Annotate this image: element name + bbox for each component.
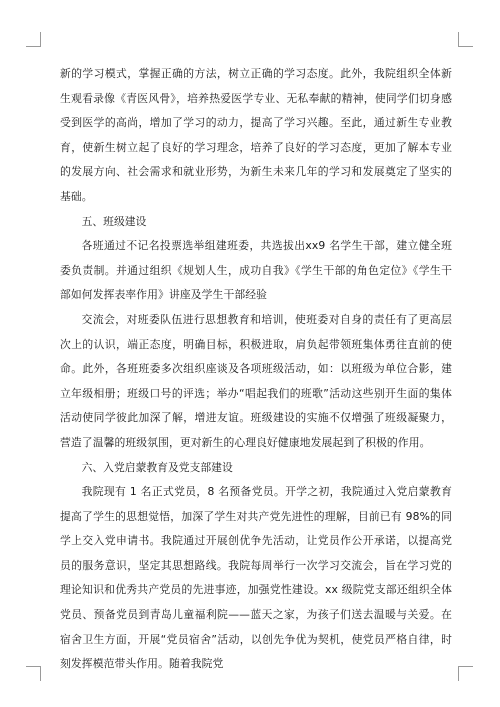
crop-mark-top-left	[26, 32, 41, 47]
section-heading-class-building: 五、班级建设	[81, 214, 147, 228]
crop-mark-top-right	[458, 32, 473, 47]
document-body	[60, 62, 452, 677]
paragraph-class-activities: 交流会，对班委队伍进行思想教育和培训，使班委对自身的责任有了更高层次上的认识，端正态度，明确目标，积极进取，肩负起带领班集体勇往直前的使命。此外，各班班委多次组织座谈及各项班级活动，如：以班级为单位合影，建立年级相册；班级口号的评选；举办“唱起我们的班歌”活动这些别开生面的集体活动使同学彼此加深了解，增进友谊。班级建设的实施不仅增强了班级凝聚力，营造了温馨的班级氛围，更对新生的心理良好健康地发展起到了积极的作用。	[60, 312, 452, 449]
paragraph-party-members: 我院现有 1 名正式党员，8 名预备党员。开学之初，我院通过入党启蒙教育提高了学生的思想觉悟，加深了学生对共产党先进性的理解，目前已有 98%的同学上交入党申请书。我院通过开展创优争先活动，让党员作公开承诺，以提高党员的服务意识，坚定其思想路线。我院每周举行一次学习交流会，旨在学习党的理论知识和优秀共产党员的先进事迹，加强党性建设。xx 级院党支部还组织全体党员、预备党员到青岛儿童福利院——蓝天之家，为孩子们送去温暖与关爱。在宿舍卫生方面，开展“党员宿舍”活动，以创先争优为契机，使党员严格自律，时刻发挥模范带头作用。随着我院党	[60, 485, 452, 671]
crop-mark-bottom-left	[26, 666, 41, 681]
paragraph-study-attitude: 新的学习模式，掌握正确的方法，树立正确的学习态度。此外，我院组织全体新生观看录像《青医风骨》，培养热爱医学专业、无私奉献的精神，使同学们切身感受到医学的高尚，增加了学习的动力，提高了学习兴趣。至此，通过新生专业教育，使新生树立起了良好的学习理念，培养了良好的学习态度，更加了解本专业的发展方向、社会需求和就业形势，为新生未来几年的学习和发展奠定了坚实的基础。	[60, 67, 452, 203]
section-heading-party-building: 六、入党启蒙教育及党支部建设	[81, 460, 233, 474]
crop-mark-bottom-right	[458, 666, 473, 681]
paragraph-class-committee: 各班通过不记名投票选举组建班委，共选拔出xx9 名学生干部，建立健全班委负责制。并通过组织《规划人生，成功自我》《学生干部的角色定位》《学生干部如何发挥表率作用》讲座及学生干部经验	[60, 239, 452, 302]
